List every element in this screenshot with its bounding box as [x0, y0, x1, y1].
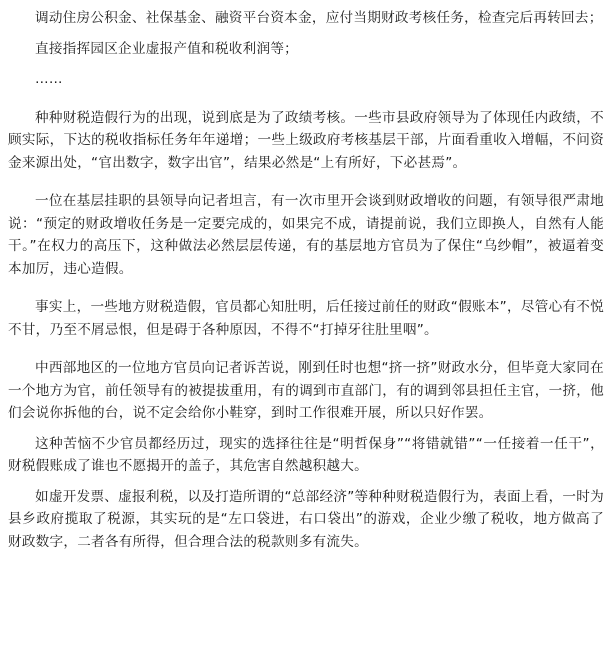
paragraph-false-invoices: 如虚开发票、虚报利税，以及打造所谓的“总部经济”等种种财税造假行为，表面上看，一时为县乡政府揽取了税源，其实玩的是“左口袋进，右口袋出”的游戏，企业少缴了税收，地方做高了财政数字，二者各有所得，但合理合法的税款则多有流失。: [8, 488, 604, 550]
paragraph-fake-accounts: 事实上，一些地方财税造假，官员都心知肚明，后任接过前任的财政“假账本”，尽管心有不悦不甘，乃至不屑忌恨，但是碍于各种原因，不得不“打掉牙往肚里咽”。: [8, 299, 604, 338]
paragraph-ellipsis: ……: [35, 71, 63, 87]
paragraph-performance-assessment: 种种财税造假行为的出现，说到底是为了政绩考核。一些市县政府领导为了体现任内政绩，不顾实际，下达的税收指标任务年年递增；一些上级政府考核基层干部，片面看重收入增幅，不问资金来源出处，“官出数字，数字出官”，结果必然是“上有所好，下必甚焉”。: [8, 109, 604, 171]
paragraph-officials-experience: 这种苦恼不少官员都经历过，现实的选择往往是“明哲保身”“将错就错”“一任接着一任干”，财税假账成了谁也不愿揭开的盖子，其危害自然越积越大。: [8, 435, 604, 474]
paragraph-housing-fund: 调动住房公积金、社保基金、融资平台资本金，应付当期财政考核任务，检查完后再转回去；: [35, 10, 603, 26]
paragraph-midwest-official: 中西部地区的一位地方官员向记者诉苦说，刚到任时也想“挤一挤”财政水分，但毕竟大家同在一个地方为官，前任领导有的被提拔重用，有的调到市直部门，有的调到邻县担任主官，一挤，他们会说你拆他的台，说不定会给你小鞋穿，到时工作很难开展，所以只好作罢。: [8, 360, 604, 421]
paragraph-park-enterprises: 直接指挥园区企业虚报产值和税收利润等；: [35, 40, 299, 57]
paragraph-county-leader: 一位在基层挂职的县领导向记者坦言，有一次市里开会谈到财政增收的问题，有领导很严肃地说：“预定的财政增收任务是一定要完成的，如果完不成，请提前说，我们立即换人，自然有人能干。”在权力的高压下，这种做法必然层层传递，有的基层地方官员为了保住“乌纱帽”，被逼着变本加厉，违心造假。: [8, 193, 604, 277]
